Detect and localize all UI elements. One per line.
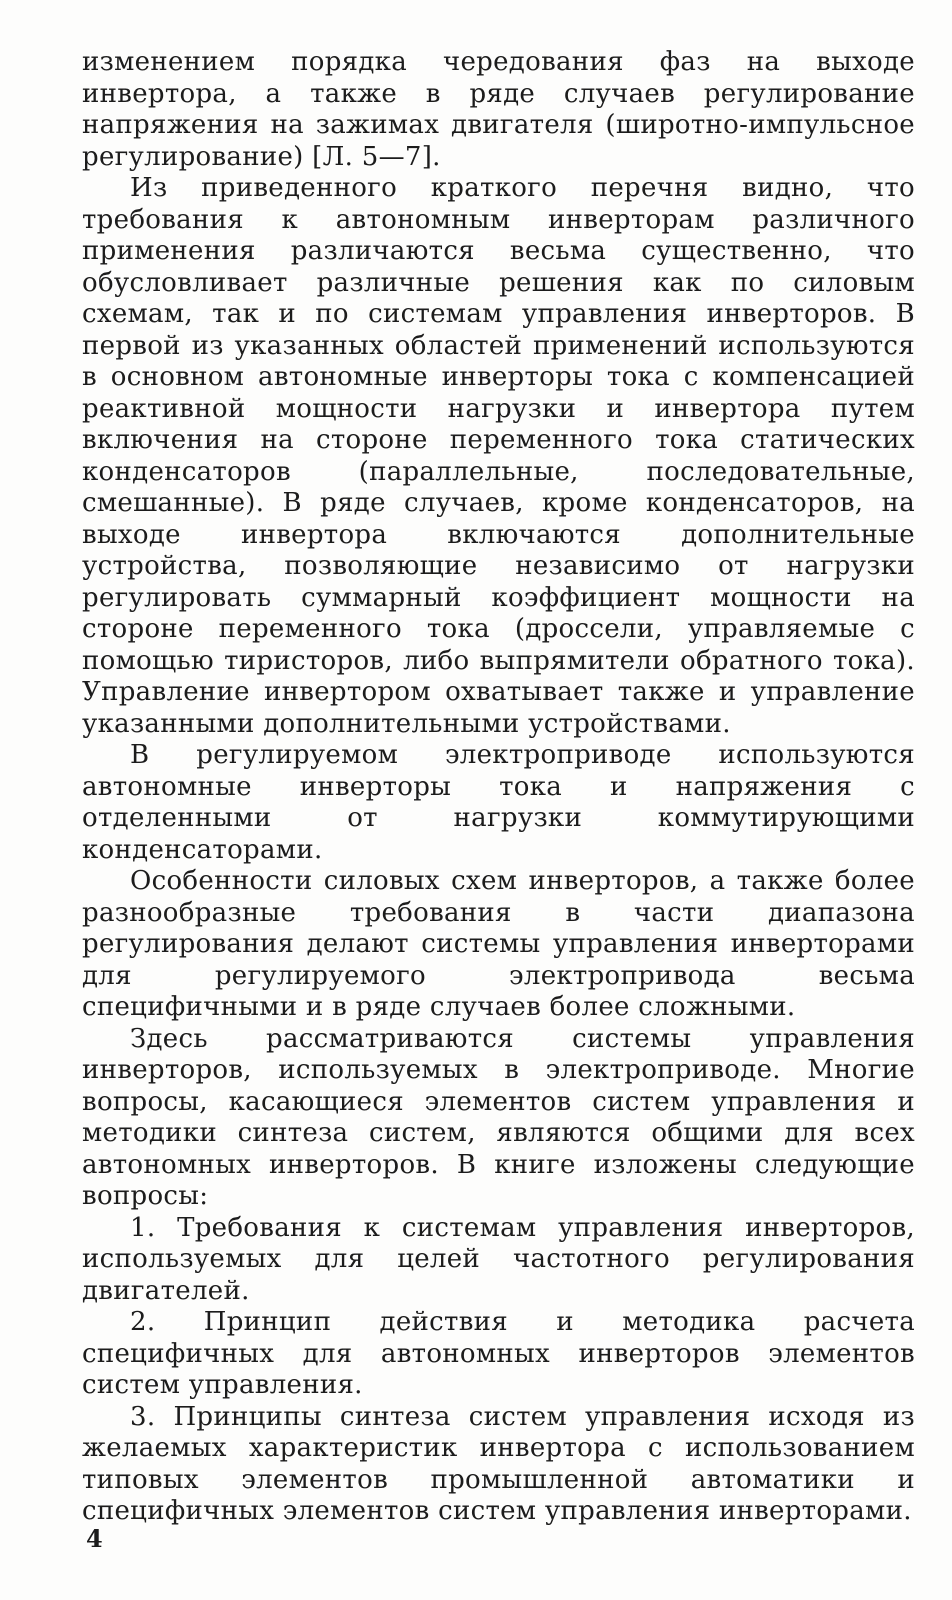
paragraph-regulated-drive: В регулируемом электроприводе используются автономные инверторы тока и напряжения с отделенными от нагрузки коммутирующими конденсаторами.	[82, 740, 915, 865]
paragraph-power-circuits: Особенности силовых схем инверторов, а также более разнообразные требования в части диапазона регулирования делают системы управления инверторами для регулируемого электропривода весьма специфичными и в ряде случаев более сложными.	[82, 866, 915, 1022]
paragraph-continuation: изменением порядка чередования фаз на выходе инвертора, а также в ряде случаев регулирование напряжения на зажимах двигателя (широтно-импульсное регулирование) [Л. 5—7].	[82, 47, 915, 172]
body-text	[82, 47, 915, 1528]
list-item-2: 2. Принцип действия и методика расчета специфичных для автономных инверторов элементов систем управления.	[82, 1307, 915, 1400]
paragraph-book-scope: Здесь рассматриваются системы управления инверторов, используемых в электроприводе. Многие вопросы, касающиеся элементов систем управления и методики синтеза систем, являются общими для всех автономных инверторов. В книге изложены следующие вопросы:	[82, 1023, 915, 1211]
list-item-1: 1. Требования к системам управления инверторов, используемых для целей частотного регулирования двигателей.	[82, 1212, 915, 1306]
paragraph-requirements-differ: Из приведенного краткого перечня видно, что требования к автономным инверторам различного применения различаются весьма существенно, что обусловливает различные решения как по силовым схемам, так и по системам управления инверторов. В первой из указанных областей применений используются в основном автономные инверторы тока с компенсацией реактивной мощности нагрузки и инвертора путем включения на стороне переменного тока статических конденсаторов (параллельные, последовательные, смешанные). В ряде случаев, кроме конденсаторов, на выходе инвертора включаются дополнительные устройства, позволяющие независимо от нагрузки регулировать суммарный коэффициент мощности на стороне переменного тока (дроссели, управляемые с помощью тиристоров, либо выпрямители обратного тока). Управление инвертором охватывает также и управление указанными дополнительными устройствами.	[82, 173, 915, 739]
list-item-3: 3. Принципы синтеза систем управления исходя из желаемых характеристик инвертора с использованием типовых элементов промышленной автоматики и специфичных элементов систем управления инверторами.	[82, 1401, 915, 1526]
page-number: 4	[86, 1524, 103, 1553]
